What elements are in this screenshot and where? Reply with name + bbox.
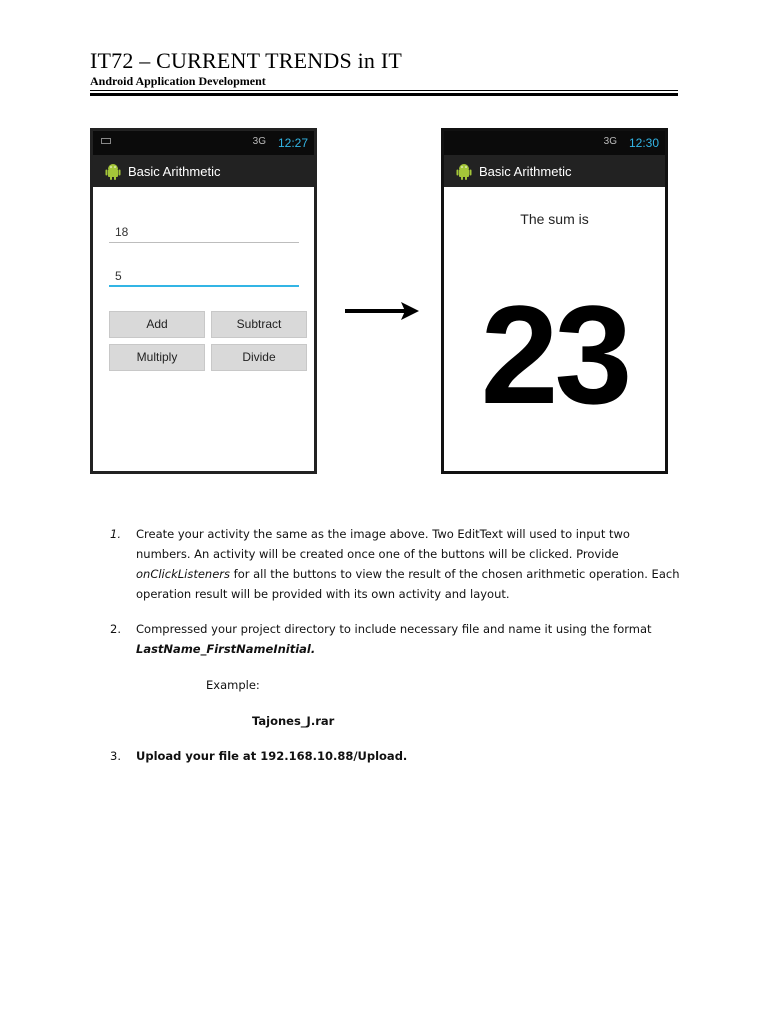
app-title: Basic Arithmetic [479, 164, 572, 179]
item-text: Compressed your project directory to include necessary file and name it using the format [136, 622, 652, 636]
instructions-list [110, 524, 680, 766]
phone-screenshot-result [441, 128, 668, 474]
list-item [110, 524, 680, 604]
signal-battery-icon: 3G [603, 136, 617, 147]
action-bar [93, 155, 314, 187]
action-bar [444, 155, 665, 187]
item-text-emphasis: LastName_FirstNameInitial. [136, 642, 316, 656]
document-header [90, 48, 678, 88]
item-number: 3. [110, 749, 121, 763]
list-item [110, 619, 680, 731]
result-value: 23 [480, 276, 629, 433]
android-icon [456, 163, 472, 180]
phone-screenshot-input [90, 128, 317, 474]
android-icon [105, 163, 121, 180]
item-text: for all the buttons to view the result of the chosen arithmetic operation. Each operation result will be provided with its own activity and layout. [136, 567, 680, 601]
status-time: 12:27 [277, 136, 308, 150]
number-input-1[interactable]: 18 [109, 225, 299, 243]
document-subtitle: Android Application Development [90, 74, 266, 88]
header-rule-thick [90, 93, 678, 96]
item-text-emphasis: onClickListeners [136, 567, 230, 581]
document-title: IT72 – CURRENT TRENDS in IT [90, 48, 402, 73]
arrow-right-icon [345, 300, 419, 322]
header-rule-thin [90, 90, 678, 91]
example-label: Example: [206, 678, 260, 692]
divide-button[interactable]: Divide [211, 344, 307, 371]
status-time: 12:30 [628, 136, 659, 150]
status-bar [444, 131, 665, 155]
item-number: 1. [110, 527, 121, 541]
result-label: The sum is [520, 211, 589, 227]
item-text: Create your activity the same as the image above. Two EditText will used to input two numbers. An activity will be created once one of the buttons will be clicked. Provide [136, 527, 630, 561]
status-bar [93, 131, 314, 155]
example-value: Tajones_J.rar [252, 714, 335, 728]
item-number: 2. [110, 622, 121, 636]
signal-battery-icon: 3G [252, 136, 266, 147]
app-title: Basic Arithmetic [128, 164, 221, 179]
subtract-button[interactable]: Subtract [211, 311, 307, 338]
list-item [110, 746, 680, 766]
keyboard-icon [101, 138, 111, 144]
multiply-button[interactable]: Multiply [109, 344, 205, 371]
add-button[interactable]: Add [109, 311, 205, 338]
item-text: Upload your file at 192.168.10.88/Upload. [136, 749, 408, 763]
number-input-2[interactable]: 5 [109, 269, 299, 287]
